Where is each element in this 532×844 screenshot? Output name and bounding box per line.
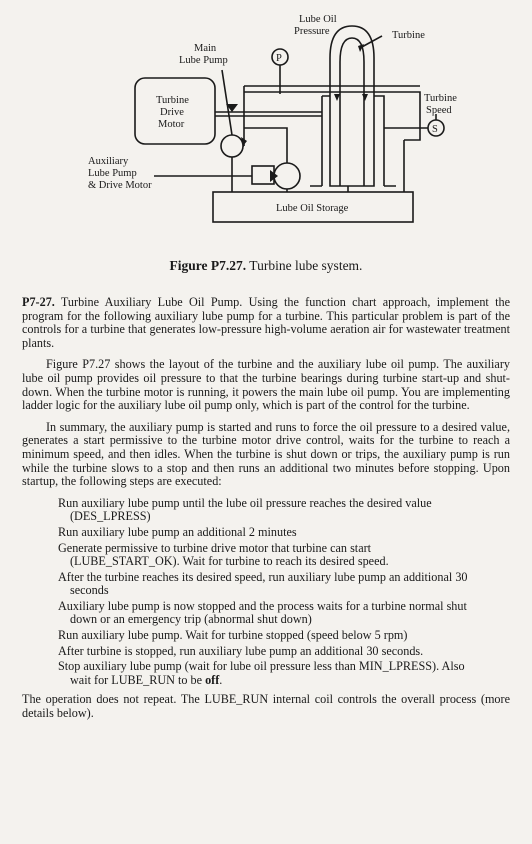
figure-caption [0,258,532,274]
main-lube-pump [221,135,243,157]
label-lube-oil-pressure: Lube Oil [299,14,337,25]
step-item: Stop auxiliary lube pump (wait for lube oil pressure less than MIN_LPRESS). Also wait for LUBE_RUN to be off. [58,659,465,687]
problem-text [22,296,510,729]
speed-symbol: S [432,124,438,135]
label-turbine-drive-motor: Turbine [156,95,189,106]
label-auxiliary-pump: Auxiliary [88,156,129,167]
step-item: Auxiliary lube pump is now stopped and the process waits for a turbine normal shut down or an emergency trip (abnormal shut down) [58,598,467,627]
step-item: Run auxiliary lube pump. Wait for turbine stopped (speed below 5 rpm) [58,628,408,643]
turbine-lube-system-diagram [0,0,532,250]
step-item: Generate permissive to turbine drive motor that turbine can start (LUBE_START_OK). Wait for turbine to reach its desired speed. [58,540,389,569]
label-lube-oil-storage: Lube Oil Storage [276,203,349,214]
label-turbine: Turbine [392,30,425,41]
pressure-symbol: P [276,53,282,64]
label-lube-oil-pressure: Pressure [294,26,330,37]
label-auxiliary-pump: & Drive Motor [88,180,152,191]
label-turbine-speed: Turbine [424,93,457,104]
turbine-body [330,26,374,186]
label-auxiliary-pump: Lube Pump [88,168,137,179]
paragraph-closing: The operation does not repeat. The LUBE_RUN internal coil controls the overall process (more details below). [22,692,510,721]
problem-intro [22,296,510,350]
problem-intro-text: Turbine Auxiliary Lube Oil Pump. Using the function chart approach, implement the program for the following auxiliary lube pump for a turbine. This particular problem is part of the controls for a turbine that generates low-pressure high-volume aeration air for wastewater treatment plants. [22,295,510,350]
paragraph-summary: In summary, the auxiliary pump is started and runs to force the oil pressure to a desired value, generates a start permissive to the turbine motor drive control, waits for the turbine to reach a minimum speed, and then idles. When the turbine is shut down or trips, the auxiliary pump is run while the turbine slows to a stop and then runs an additional two minutes before stopping. Upon startup, the following steps are executed: [22,419,510,489]
label-main-lube-pump: Main [194,43,217,54]
paragraph-layout: Figure P7.27 shows the layout of the turbine and the auxiliary lube oil pump. The auxiliary lube oil pump provides oil pressure to that the turbine bearings during turbine start-up and shut-down. When the turbine motor is running, it powers the main lube oil pump. You are implementing ladder logic for the auxiliary lube oil pump only, which is part of the control for the turbine. [22,357,510,413]
figure-caption-text: Turbine lube system. [246,258,363,273]
label-turbine-drive-motor: Drive [160,107,184,118]
label-main-lube-pump: Lube Pump [179,55,228,66]
step-item: Run auxiliary lube pump an additional 2 minutes [58,524,297,539]
startup-steps-list [22,497,510,688]
label-turbine-drive-motor: Motor [158,119,185,130]
step-item: Run auxiliary lube pump until the lube oil pressure reaches the desired value (DES_LPRESS) [58,495,432,524]
step-item: After turbine is stopped, run auxiliary lube pump an additional 30 seconds. [58,643,424,658]
problem-number: P7-27. [22,295,55,309]
figure-label: Figure P7.27. [169,258,247,273]
step-item: After the turbine reaches its desired speed, run auxiliary lube pump an additional 30 seconds [58,569,468,598]
label-turbine-speed: Speed [426,105,452,116]
